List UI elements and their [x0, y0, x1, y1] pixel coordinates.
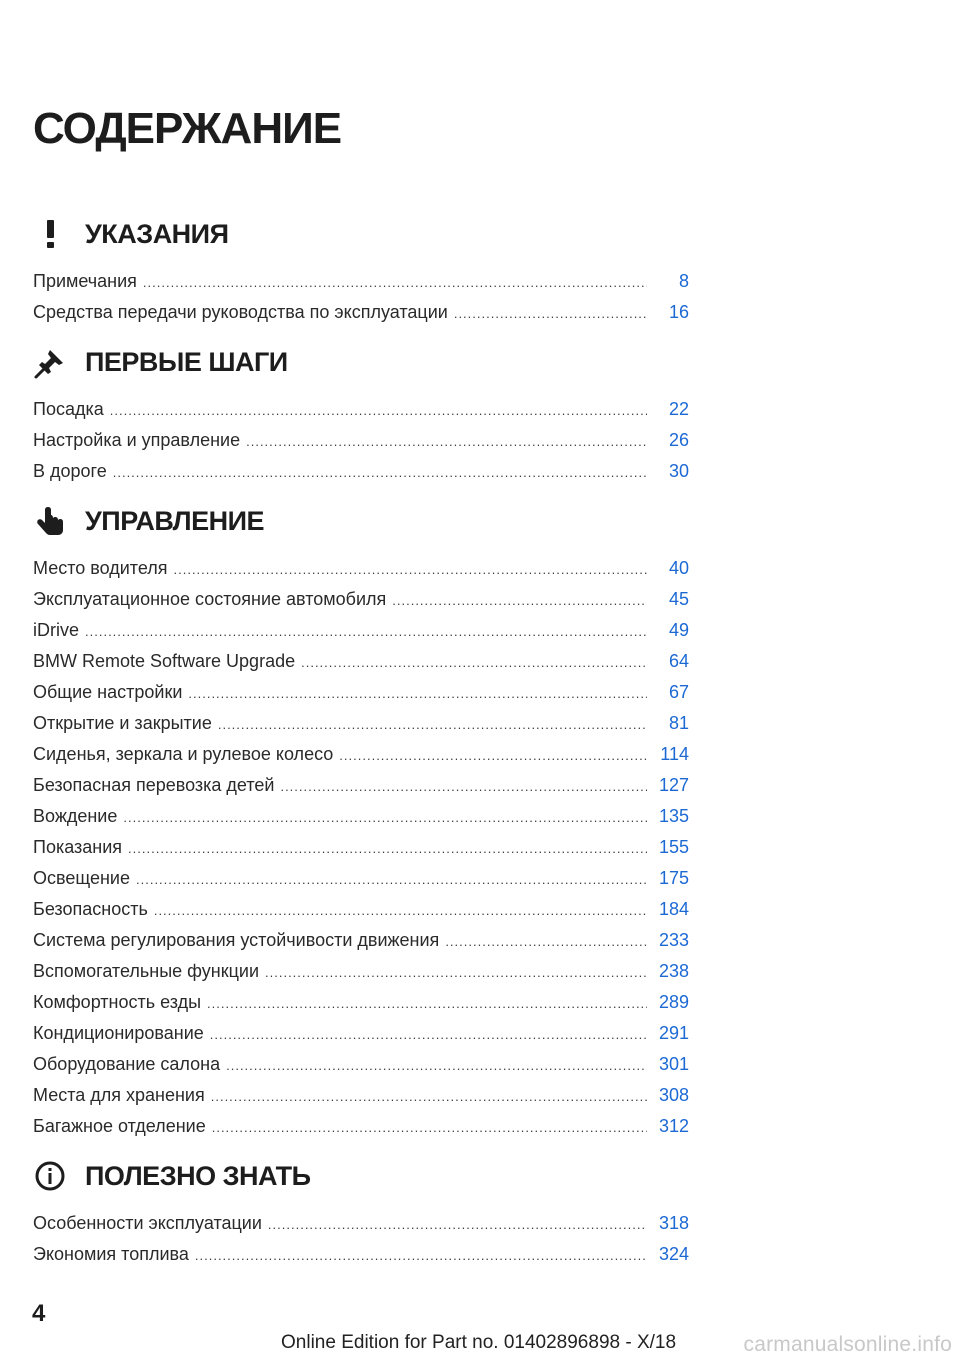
- toc-entry[interactable]: [33, 1208, 689, 1239]
- toc-entry-title: iDrive: [33, 620, 80, 640]
- toc-page-link[interactable]: 22: [668, 399, 689, 419]
- toc-page-link[interactable]: 67: [668, 682, 689, 702]
- toc-page-link[interactable]: 233: [658, 930, 689, 950]
- page-title: СОДЕРЖАНИЕ: [33, 104, 342, 153]
- watermark: carmanualsonline.info: [743, 1333, 952, 1356]
- section-controls: [33, 491, 689, 1142]
- toc-entry-title: В дороге: [33, 461, 107, 481]
- toc-entry-title: Багажное отделение: [33, 1116, 206, 1136]
- dot-leader: [339, 740, 647, 771]
- toc-entry[interactable]: [33, 801, 689, 832]
- dot-leader: [211, 1081, 647, 1112]
- dot-leader: [174, 554, 648, 585]
- toc-entry[interactable]: [33, 863, 689, 894]
- toc-entry-title: Оборудование салона: [33, 1054, 221, 1074]
- dot-leader: [392, 585, 647, 616]
- toc-entry-title: Система регулирования устойчивости движения: [33, 930, 440, 950]
- toc-entry-title: Средства передачи руководства по эксплуатации: [33, 302, 448, 322]
- section-title: УКАЗАНИЯ: [85, 219, 229, 249]
- section-header: [33, 332, 689, 394]
- exclamation-icon: [33, 216, 69, 252]
- info-icon: [33, 1158, 69, 1194]
- toc-entry-title: Посадка: [33, 399, 104, 419]
- toc-entry[interactable]: [33, 297, 689, 328]
- dot-leader: [210, 1019, 647, 1050]
- dot-leader: [454, 298, 647, 329]
- toc-page-link[interactable]: 49: [668, 620, 689, 640]
- section-first-steps: [33, 332, 689, 487]
- dot-leader: [110, 395, 647, 426]
- toc-entry-title: Место водителя: [33, 558, 168, 578]
- toc-entry[interactable]: [33, 425, 689, 456]
- dot-leader: [123, 802, 647, 833]
- toc-entry-title: Настройка и управление: [33, 430, 241, 450]
- toc-entry-title: Вспомогательные функции: [33, 961, 260, 981]
- section-header: [33, 204, 689, 266]
- toc-entry[interactable]: [33, 584, 689, 615]
- toc-entry[interactable]: [33, 925, 689, 956]
- dot-leader: [113, 457, 647, 488]
- toc-page-link[interactable]: 45: [668, 589, 689, 609]
- toc-entry[interactable]: [33, 708, 689, 739]
- toc-entry[interactable]: [33, 987, 689, 1018]
- toc-entry-title: Вождение: [33, 806, 118, 826]
- toc-entry-title: Общие настройки: [33, 682, 183, 702]
- page-number: 4: [32, 1300, 46, 1327]
- dot-leader: [143, 267, 647, 298]
- toc-entry[interactable]: [33, 770, 689, 801]
- toc-entry[interactable]: [33, 1018, 689, 1049]
- dot-leader: [301, 647, 647, 678]
- toc-entry-title: BMW Remote Software Upgrade: [33, 651, 296, 671]
- pin-icon: [33, 344, 69, 380]
- toc-page-link[interactable]: 324: [658, 1244, 689, 1264]
- toc-page-link[interactable]: 30: [668, 461, 689, 481]
- toc-page-link[interactable]: 312: [658, 1116, 689, 1136]
- toc-page-link[interactable]: 26: [668, 430, 689, 450]
- toc-entry[interactable]: [33, 739, 689, 770]
- toc-entry-title: Комфортность езды: [33, 992, 202, 1012]
- section-header: [33, 1146, 689, 1208]
- toc-page-link[interactable]: 289: [658, 992, 689, 1012]
- toc-entry[interactable]: [33, 1111, 689, 1142]
- toc-entry[interactable]: [33, 894, 689, 925]
- edition-footer: Online Edition for Part no. 01402896898 - X/18: [281, 1332, 677, 1353]
- toc-page-link[interactable]: 291: [658, 1023, 689, 1043]
- toc-page-link[interactable]: 318: [658, 1213, 689, 1233]
- dot-leader: [154, 895, 647, 926]
- toc-page-link[interactable]: 155: [658, 837, 689, 857]
- section-title: ПОЛЕЗНО ЗНАТЬ: [85, 1161, 311, 1191]
- toc-entry[interactable]: [33, 956, 689, 987]
- section-good-to-know: [33, 1146, 689, 1270]
- toc-entry[interactable]: [33, 1049, 689, 1080]
- toc-entry[interactable]: [33, 553, 689, 584]
- toc-page-link[interactable]: 135: [658, 806, 689, 826]
- toc-page-link[interactable]: 114: [660, 744, 689, 764]
- toc-entry-title: Показания: [33, 837, 123, 857]
- toc-entry[interactable]: [33, 677, 689, 708]
- toc-entry-title: Особенности эксплуатации: [33, 1213, 262, 1233]
- toc-entry-title: Кондиционирование: [33, 1023, 204, 1043]
- dot-leader: [246, 426, 647, 457]
- dot-leader: [280, 771, 647, 802]
- dot-leader: [265, 957, 647, 988]
- toc-entry-title: Освещение: [33, 868, 130, 888]
- dot-leader: [445, 926, 647, 957]
- dot-leader: [207, 988, 647, 1019]
- toc-page-link[interactable]: 81: [668, 713, 689, 733]
- toc-page-link[interactable]: 8: [678, 271, 689, 291]
- dot-leader: [128, 833, 647, 864]
- toc-entry[interactable]: [33, 394, 689, 425]
- section-notes: [33, 204, 689, 328]
- toc-entry-title: Открытие и закрытие: [33, 713, 212, 733]
- toc-page-link[interactable]: 127: [658, 775, 689, 795]
- toc-page-link[interactable]: 16: [668, 302, 689, 322]
- toc-entry[interactable]: [33, 615, 689, 646]
- pointing-hand-icon: [33, 503, 69, 539]
- toc-page-link[interactable]: 308: [658, 1085, 689, 1105]
- dot-leader: [85, 616, 647, 647]
- toc-page-link[interactable]: 64: [668, 651, 689, 671]
- toc-page-link[interactable]: 175: [658, 868, 689, 888]
- toc-entry-title: Сиденья, зеркала и рулевое колесо: [33, 744, 334, 764]
- dot-leader: [218, 709, 647, 740]
- dot-leader: [195, 1240, 647, 1271]
- dot-leader: [226, 1050, 647, 1081]
- dot-leader: [212, 1112, 647, 1143]
- toc-entry[interactable]: [33, 1239, 689, 1270]
- toc-entry-title: Безопасная перевозка детей: [33, 775, 275, 795]
- toc-page-link[interactable]: 301: [658, 1054, 689, 1074]
- toc-entry-title: Безопасность: [33, 899, 148, 919]
- toc-page-link[interactable]: 184: [658, 899, 689, 919]
- toc-entry-title: Примечания: [33, 271, 137, 291]
- section-title: ПЕРВЫЕ ШАГИ: [85, 347, 288, 377]
- toc-entry[interactable]: [33, 1080, 689, 1111]
- dot-leader: [136, 864, 647, 895]
- toc-page-link[interactable]: 238: [658, 961, 689, 981]
- toc-entry-title: Места для хранения: [33, 1085, 205, 1105]
- toc-entry[interactable]: [33, 646, 689, 677]
- toc-entry[interactable]: [33, 832, 689, 863]
- toc-entry-title: Экономия топлива: [33, 1244, 189, 1264]
- toc-page-link[interactable]: 40: [668, 558, 689, 578]
- section-header: [33, 491, 689, 553]
- dot-leader: [268, 1209, 647, 1240]
- toc-entry[interactable]: [33, 456, 689, 487]
- section-title: УПРАВЛЕНИЕ: [85, 506, 265, 536]
- toc-entry-title: Эксплуатационное состояние автомобиля: [33, 589, 387, 609]
- toc-entry[interactable]: [33, 266, 689, 297]
- dot-leader: [188, 678, 647, 709]
